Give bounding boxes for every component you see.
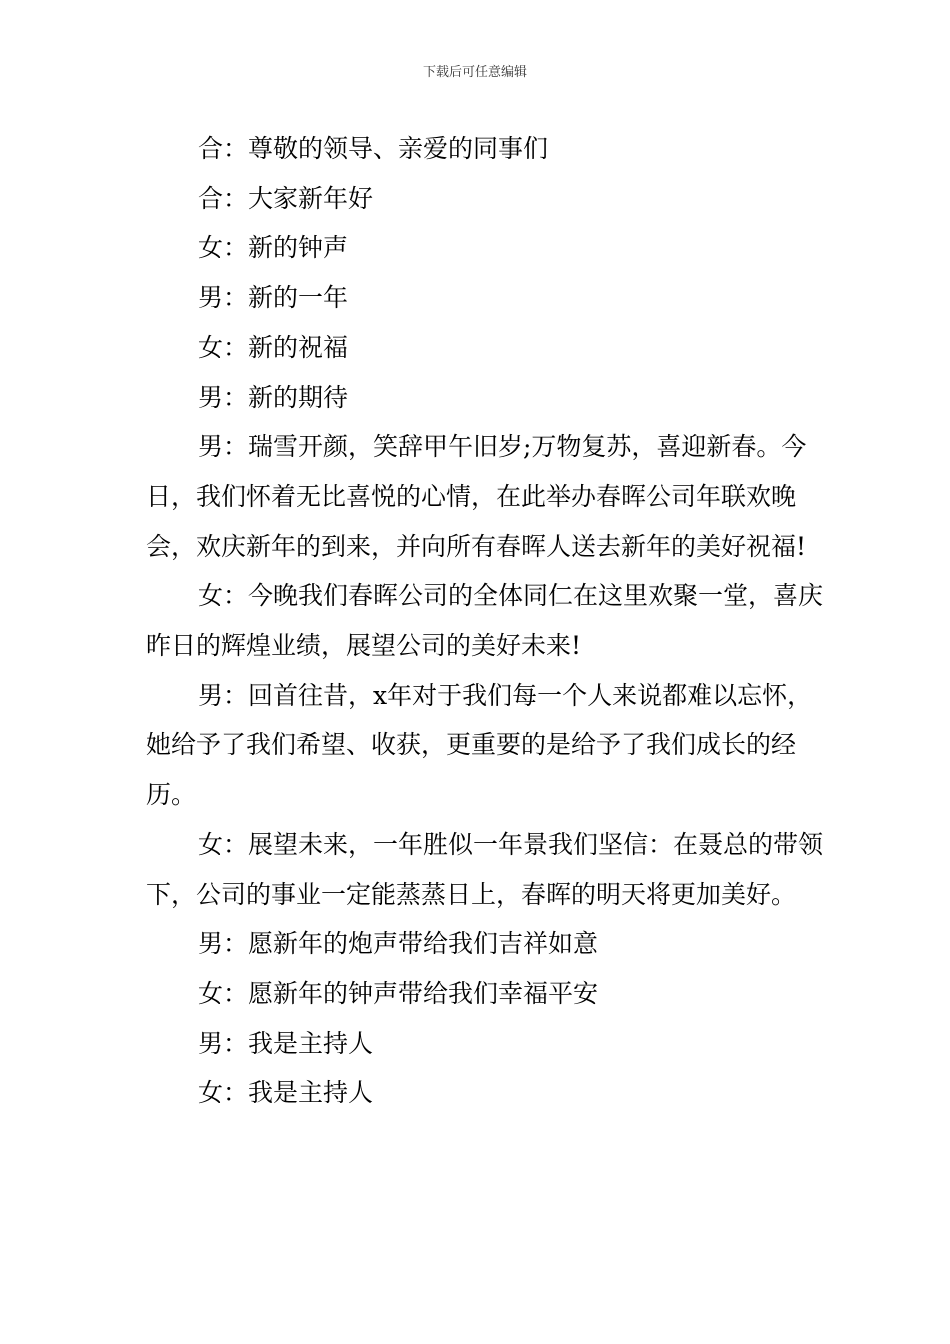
- document-body: [146, 124, 826, 1118]
- paragraph: 合：大家新年好: [198, 183, 374, 213]
- paragraph: 合：尊敬的领导、亲爱的同事们: [198, 134, 549, 163]
- paragraph: 女：新的钟声: [198, 233, 349, 263]
- paragraph: 男：新的一年: [198, 283, 349, 313]
- page-header: 下载后可任意编辑: [422, 65, 527, 80]
- paragraph: 男：愿新年的炮声带给我们吉祥如意: [198, 929, 599, 959]
- paragraph: 女：我是主持人: [198, 1078, 374, 1108]
- paragraph: 男：瑞雪开颜，笑辞甲午旧岁;万物复苏，喜迎新春。今日，我们怀着无比喜悦的心情，在此举办春晖公司年联欢晚会，欢庆新年的到来，并向所有春晖人送去新年的美好祝福!: [146, 432, 807, 561]
- paragraph: 女：新的祝福: [198, 332, 349, 362]
- paragraph: 女：愿新年的钟声带给我们幸福平安: [198, 978, 599, 1008]
- paragraph: 女：展望未来，一年胜似一年景我们坚信：在聂总的带领下，公司的事业一定能蒸蒸日上，春晖的明天将更加美好。: [146, 829, 824, 909]
- paragraph: 男：新的期待: [198, 382, 349, 412]
- paragraph: 男：回首往昔，x年对于我们每一个人来说都难以忘怀，她给予了我们希望、收获，更重要的是给予了我们成长的经历。: [146, 680, 813, 810]
- paragraph: 男：我是主持人: [198, 1028, 374, 1058]
- paragraph: 女：今晚我们春晖公司的全体同仁在这里欢聚一堂，喜庆昨日的辉煌业绩，展望公司的美好未来!: [146, 581, 824, 661]
